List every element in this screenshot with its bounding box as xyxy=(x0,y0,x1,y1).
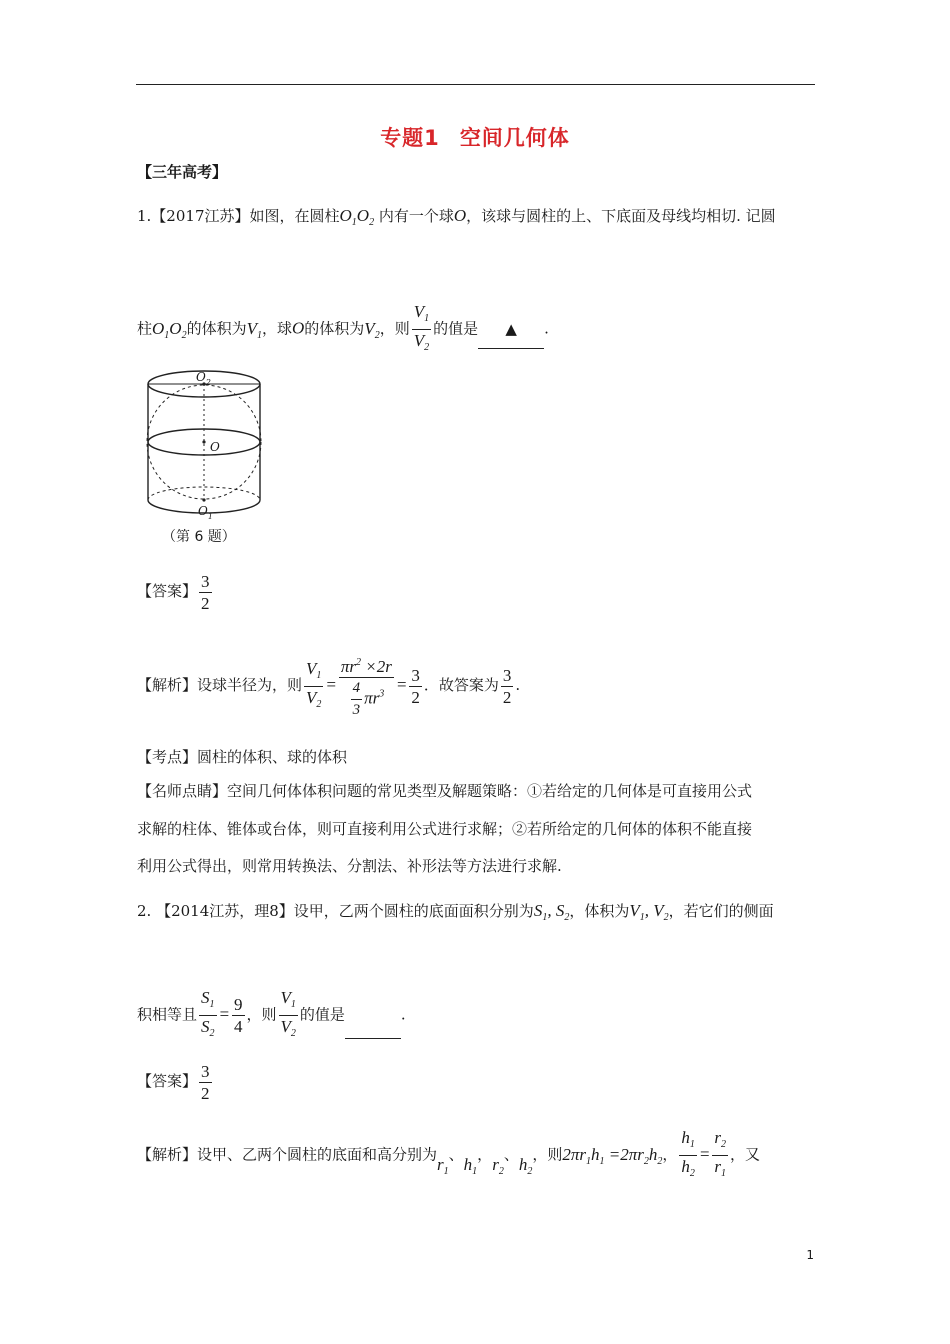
q2-line2-end: . xyxy=(400,1005,406,1024)
q2-volumes: $V_1$, $V_2$ xyxy=(629,901,669,923)
q2-answer-blank xyxy=(345,992,401,1039)
q2-line2-b: ，则 xyxy=(246,1005,277,1024)
a2-answer xyxy=(137,1061,214,1103)
figure-svg xyxy=(142,362,267,552)
figure-label-o1: $O_1$ xyxy=(198,504,213,521)
a1-analysis-text: 设球半径为，则 xyxy=(197,676,303,694)
a2-analysis-label: 【解析】 xyxy=(137,1145,198,1164)
triangle-icon: ▲ xyxy=(505,319,517,338)
q1-line2-c: ，球 xyxy=(261,319,292,338)
tips-label: 【名师点睛】 xyxy=(137,782,228,800)
q1-line2-d: 的体积为 xyxy=(304,319,365,338)
kaodian-label: 【考点】 xyxy=(137,748,198,766)
q1-cylinder-label: $O_1O_2$ xyxy=(339,206,375,228)
title-topic-number: 专题1 xyxy=(380,126,440,150)
a1-analysis-label: 【解析】 xyxy=(137,676,198,694)
a1-kaodian xyxy=(137,747,347,767)
a1-tips-line2: 求解的柱体、锥体或台体，则可直接利用公式进行求解；②若所给定的几何体的体积不能直接 xyxy=(137,820,753,838)
a2-analysis: 【解析】设甲、乙两个圆柱的底面和高分别为$r_1$、$h_1$，$r_2$、$h_2$，则$2\pi r_1h_1 =2\pi r_2h_2$， $\frac{h_1}{h_2}$ = $\frac{r_2}{r_1}$ ，又 xyxy=(137,1128,760,1184)
header-rule xyxy=(136,84,815,85)
q1-tail: ，该球与圆柱的上、下底面及母线均相切. 记圆 xyxy=(466,207,776,225)
a2-answer-fraction: $\frac{3}{2}$ xyxy=(201,1061,210,1103)
q1-answer-blank xyxy=(478,310,544,349)
figure-label-o: O xyxy=(210,440,220,454)
q2-line1 xyxy=(137,901,774,928)
a2-answer-label: 【答案】 xyxy=(137,1072,198,1090)
a2-h-ratio: $\frac{h_1}{h_2}$ xyxy=(681,1128,695,1179)
a2-analysis-text: 设甲、乙两个圆柱的底面和高分别为 xyxy=(197,1145,438,1164)
title-topic-name: 空间几何体 xyxy=(459,126,570,150)
q1-line2-end: . xyxy=(544,319,549,338)
q2-line2-c: 的值是 xyxy=(299,1005,345,1024)
page-title xyxy=(0,122,950,152)
cylinder-sphere-figure xyxy=(142,362,267,552)
page-number: 1 xyxy=(806,1248,814,1262)
a2-analysis-tail: ，又 xyxy=(729,1145,760,1164)
a1-analysis-tail: ．故答案为 xyxy=(423,676,499,694)
q1-line2 xyxy=(137,302,549,357)
q1-cyl-label-2: $O_1O_2$ xyxy=(152,318,187,341)
q1-v2: $V_2$ xyxy=(364,318,380,341)
a1-analysis: 【解析】设球半径为，则 $\frac{V_1}{V_2}$ = $\pi r^2 \times 2r$ $\frac{4}{3}$ $\pi r^3$ = $\frac{3}{2}$ ．故答案为 $\frac{3}{2}$ . xyxy=(137,650,520,720)
q1-line2-b: 的体积为 xyxy=(186,319,247,338)
q1-mid: 内有一个球 xyxy=(378,207,454,225)
q1-intro: 1.【2017江苏】如图，在圆柱 xyxy=(137,207,340,225)
q2-line2: 积相等且 $\frac{S_1}{S_2}$ = $\frac{9}{4}$ ，则 $\frac{V_1}{V_2}$ 的值是 . xyxy=(137,988,406,1043)
q1-v1: $V_1$ xyxy=(246,318,262,341)
q2-tail: ，若它们的侧面 xyxy=(668,902,774,920)
q2-line2-a: 积相等且 xyxy=(137,1005,198,1024)
q2-areas: $S_1$, $S_2$ xyxy=(533,901,570,923)
q2-mid: ，体积为 xyxy=(569,902,630,920)
q1-line2-e: ，则 xyxy=(379,319,410,338)
a2-then: ，则 xyxy=(532,1145,563,1164)
q2-ratio-value: $\frac{9}{4}$ xyxy=(234,995,243,1036)
q2-prefix: 2. 【2014江苏，理8】设甲，乙两个圆柱的底面面积分别为 xyxy=(137,902,534,920)
q1-ratio-fraction: $\frac{V_1}{V_2}$ xyxy=(413,302,430,353)
q1-line1 xyxy=(137,206,776,233)
section-header: 【三年高考】 xyxy=(137,163,228,181)
a1-result-frac: $\frac{3}{2}$ xyxy=(502,665,512,707)
q2-area-ratio: $\frac{S_1}{S_2}$ xyxy=(201,988,215,1039)
a1-value-frac: $\frac{3}{2}$ xyxy=(411,665,420,707)
a2-r-ratio: $\frac{r_2}{r_1}$ xyxy=(714,1128,726,1179)
tips-line1: 空间几何体体积问题的常见类型及解题策略：①若给定的几何体是可直接用公式 xyxy=(227,782,753,800)
a1-answer xyxy=(137,571,214,613)
a1-answer-label: 【答案】 xyxy=(137,582,198,600)
q1-sphere-label-2: O xyxy=(292,318,305,338)
a1-analysis-end: . xyxy=(515,676,521,694)
q1-line2-f: 的值是 xyxy=(433,319,479,338)
a1-answer-fraction: $\frac{3}{2}$ xyxy=(201,571,210,613)
q1-line2-a: 柱 xyxy=(137,319,153,338)
a2-equation: $2\pi r_1h_1 =2\pi r_2h_2$ xyxy=(562,1144,663,1167)
q1-sphere-label: O xyxy=(453,206,467,225)
figure-caption: （第 6 题） xyxy=(162,529,236,545)
a1-tips-line1 xyxy=(137,781,752,801)
q2-volume-ratio: $\frac{V_1}{V_2}$ xyxy=(280,988,296,1039)
a1-tips-line3: 利用公式得出，则常用转换法、分割法、补形法等方法进行求解. xyxy=(137,857,562,875)
kaodian-text: 圆柱的体积、球的体积 xyxy=(197,748,348,766)
a1-ratio-frac: $\frac{V_1}{V_2}$ xyxy=(306,658,322,710)
figure-label-o2: $O_2$ xyxy=(196,370,211,387)
a1-volume-ratio: $\pi r^2 \times 2r$ $\frac{4}{3}$ $\pi r^3$ xyxy=(339,653,394,720)
